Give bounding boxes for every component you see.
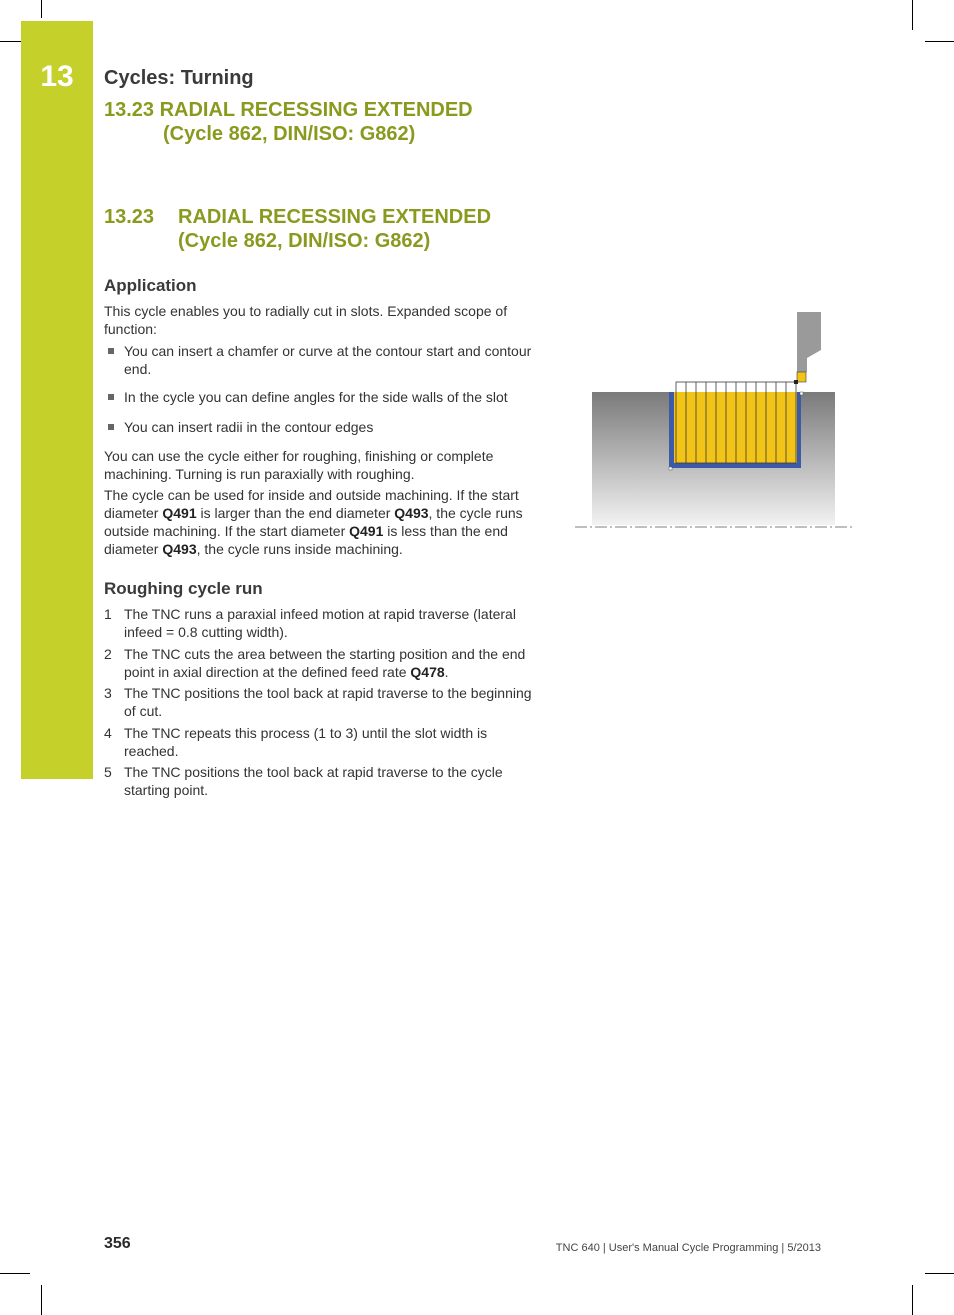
- tool-shank: [797, 350, 821, 372]
- roughing-heading: Roughing cycle run: [104, 579, 263, 598]
- footer-text: TNC 640 | User's Manual Cycle Programming | 5/2013: [555, 1242, 821, 1254]
- step-item: 3 The TNC positions the tool back at rapid traverse to the beginning of cut.: [104, 685, 532, 719]
- running-header-section: [104, 98, 564, 146]
- application-paragraph-3: The cycle can be used for inside and outside machining. If the start diameter Q491 is larger than the end diameter Q493, the cycle runs outside machining. If the start diameter Q491 is less than the end diameter Q493, the cycle runs inside machining.: [104, 487, 523, 557]
- tool-point: [794, 380, 798, 384]
- step-item: 1 The TNC runs a paraxial infeed motion at rapid traverse (lateral infeed = 0.8 cutting width).: [104, 606, 516, 640]
- bullet-item: You can insert a chamfer or curve at the contour start and contour end.: [104, 342, 544, 378]
- crop-mark: [912, 0, 913, 30]
- section-title-line1: RADIAL RECESSING EXTENDED: [178, 206, 492, 228]
- tool-insert: [797, 372, 806, 382]
- recessing-illustration: [575, 310, 855, 535]
- section-title: [104, 205, 564, 253]
- bullet-item: In the cycle you can define angles for the side walls of the slot: [104, 388, 544, 406]
- slot-interior: [674, 392, 797, 463]
- chapter-number: 13: [40, 60, 74, 93]
- application-heading: Application: [104, 276, 197, 295]
- step-item: 5 The TNC positions the tool back at rapid traverse to the cycle starting point.: [104, 764, 503, 798]
- end-point-marker: [669, 467, 672, 470]
- section-number: 13.23: [104, 206, 155, 228]
- running-header-line1: 13.23 RADIAL RECESSING EXTENDED: [104, 99, 473, 121]
- crop-mark: [925, 41, 954, 42]
- running-header-chapter: Cycles: Turning: [104, 67, 254, 89]
- crop-mark: [41, 0, 42, 18]
- step-item: 2 The TNC cuts the area between the starting position and the end point in axial direction at the defined feed rate Q478.: [104, 646, 526, 680]
- crop-mark: [0, 41, 22, 42]
- chapter-tab: [21, 21, 93, 779]
- start-point-marker: [800, 392, 803, 395]
- crop-mark: [0, 1273, 30, 1274]
- application-intro: This cycle enables you to radially cut in slots. Expanded scope of function:: [104, 303, 508, 337]
- page-number: 356: [104, 1235, 131, 1252]
- bullet-square-icon: [108, 394, 114, 400]
- crop-mark: [41, 1285, 42, 1315]
- application-paragraph-2: You can use the cycle either for roughing, finishing or complete machining. Turning is run paraxially with roughing.: [104, 448, 494, 482]
- tool-holder: [797, 312, 821, 350]
- bullet-square-icon: [108, 348, 114, 354]
- running-header-line2: (Cycle 862, DIN/ISO: G862): [163, 123, 416, 145]
- crop-mark: [912, 1285, 913, 1315]
- step-item: 4 The TNC repeats this process (1 to 3) until the slot width is reached.: [104, 725, 488, 759]
- section-title-line2: (Cycle 862, DIN/ISO: G862): [178, 230, 431, 252]
- bullet-item: You can insert radii in the contour edges: [104, 418, 544, 436]
- crop-mark: [925, 1273, 954, 1274]
- bullet-square-icon: [108, 424, 114, 430]
